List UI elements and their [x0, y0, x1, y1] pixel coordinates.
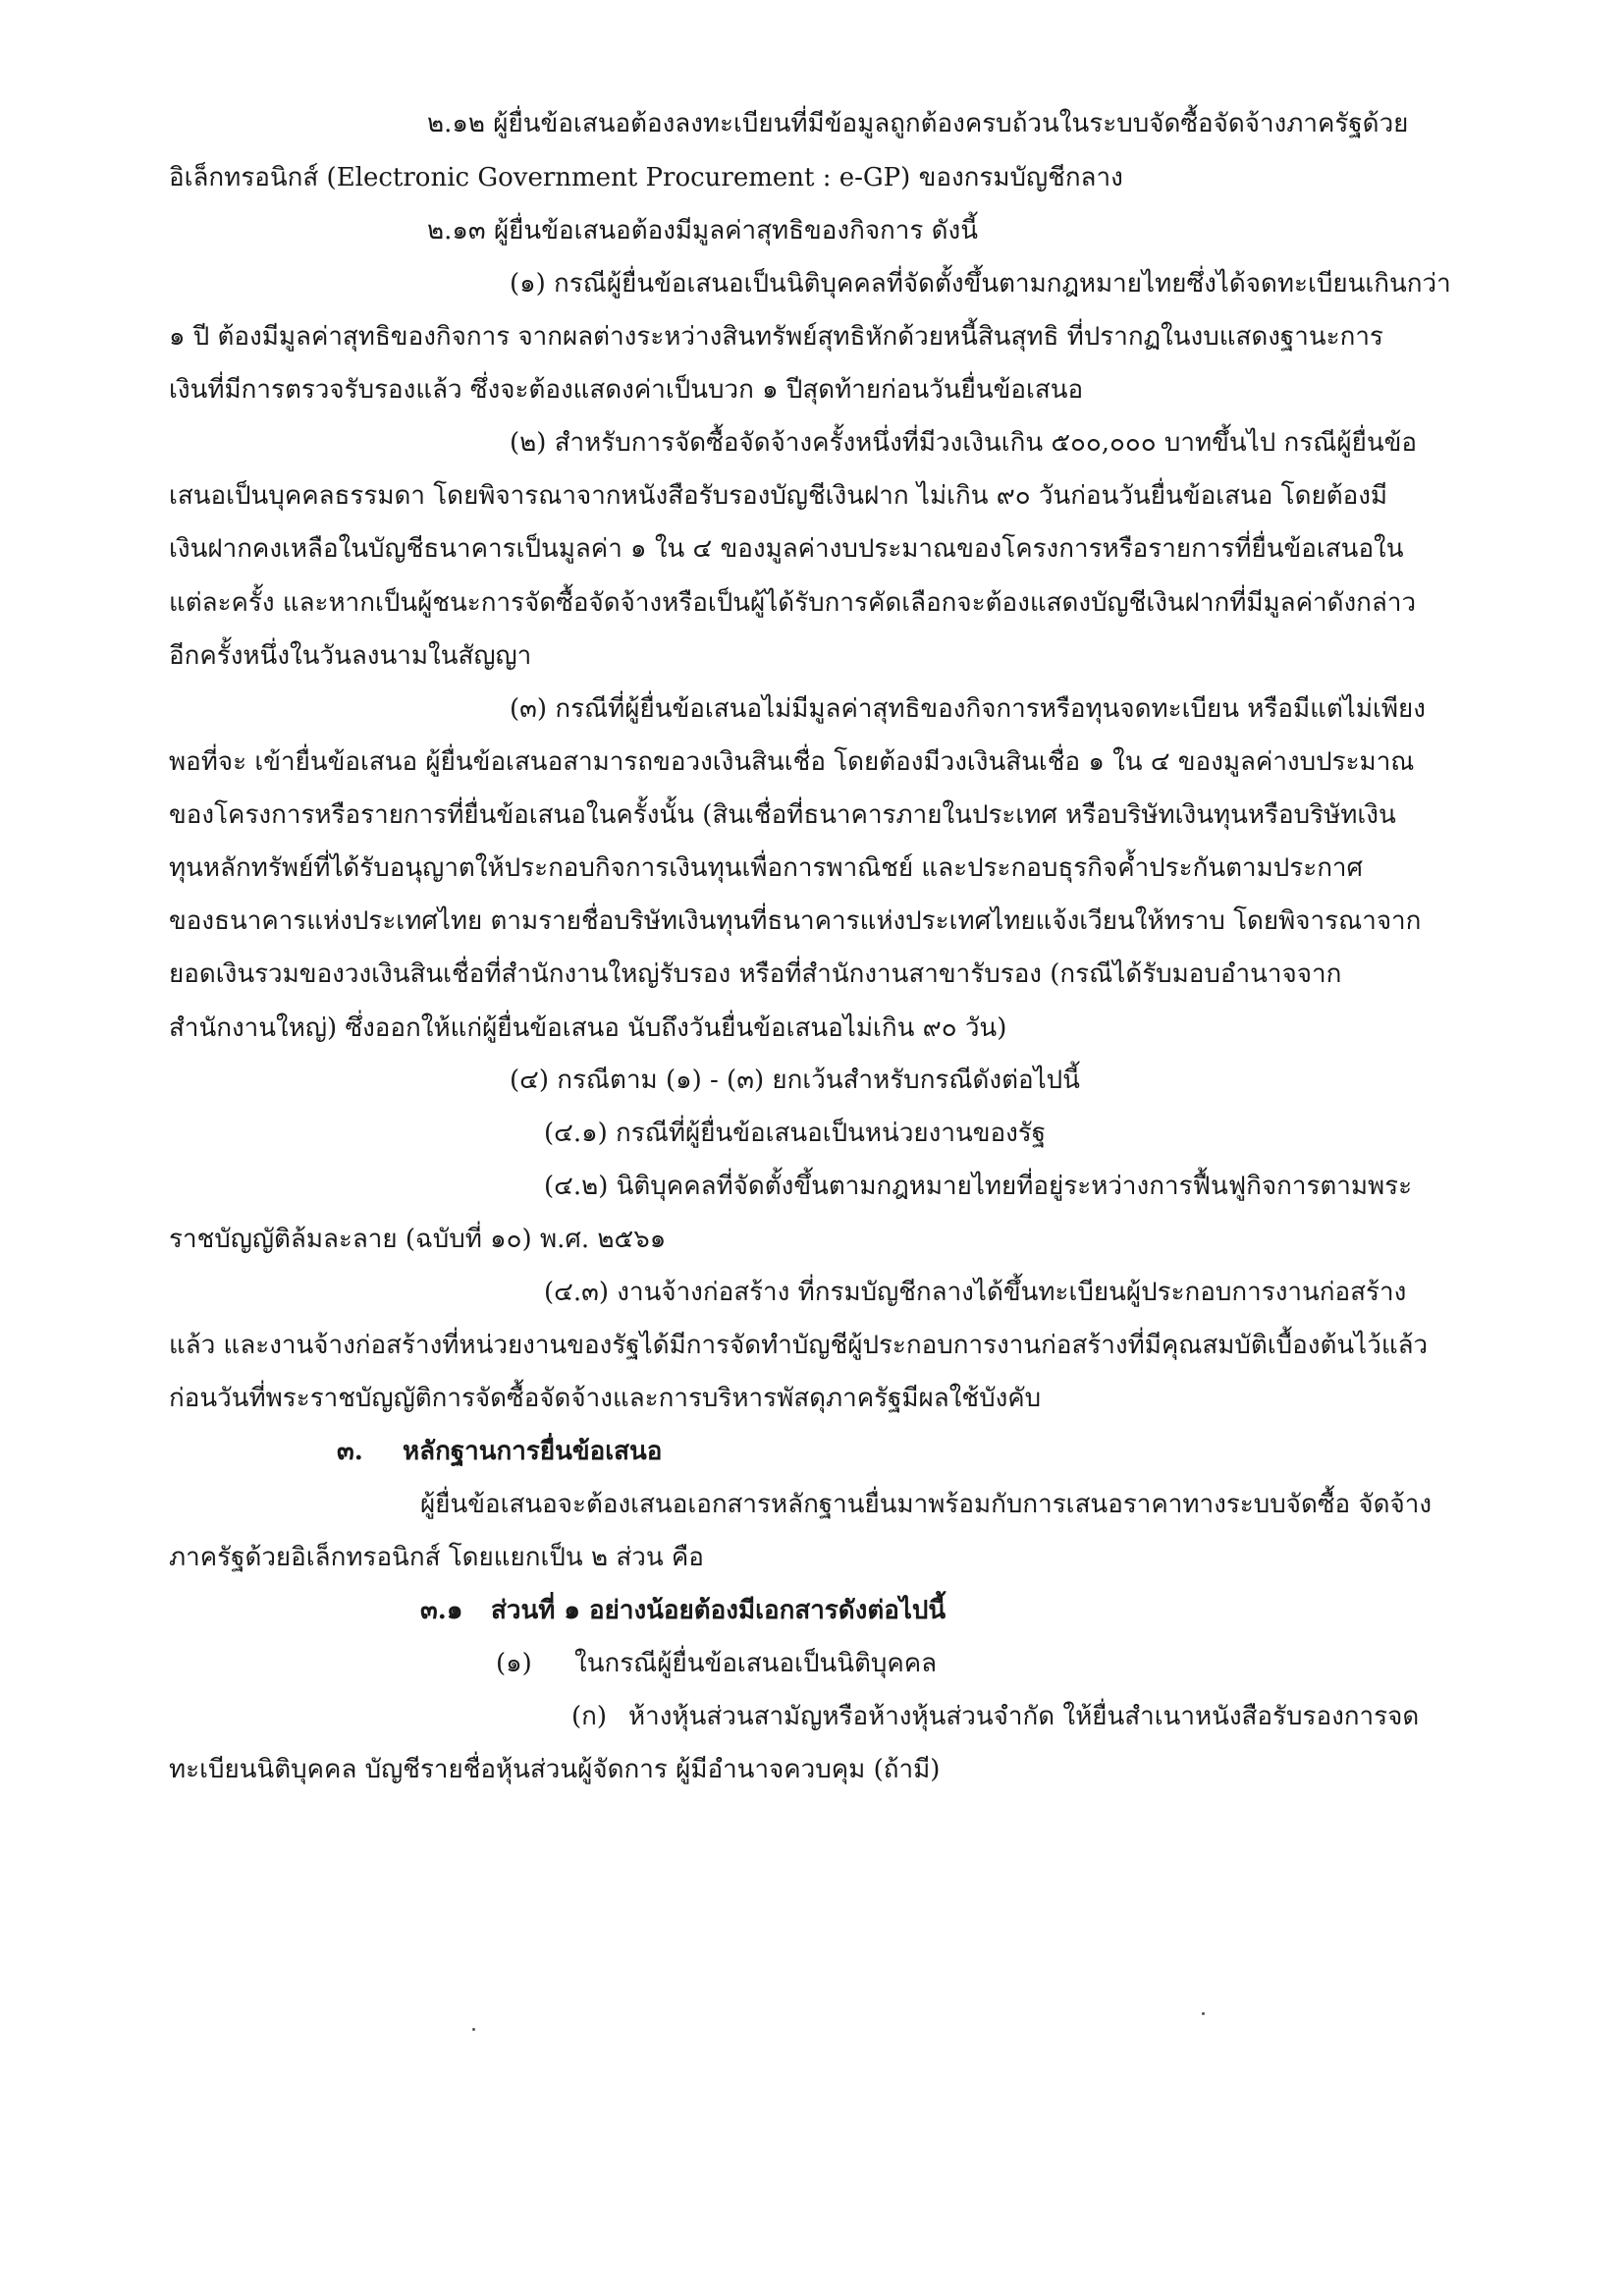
clause-2-13-1-line-3: เงินที่มีการตรวจรับรองแล้ว ซึ่งจะต้องแสดงค่าเป็นบวก ๑ ปีสุดท้ายก่อนวันยื่นข้อเสนอ	[169, 375, 1084, 405]
section-3-1-number: ๓.๑	[420, 1596, 463, 1625]
section-3-body-line-2: ภาครัฐด้วยอิเล็กทรอนิกส์ โดยแยกเป็น ๒ ส่วน คือ	[169, 1543, 704, 1572]
clause-2-13-4-3-line-1: (๔.๓) งานจ้างก่อสร้าง ที่กรมบัญชีกลางได้ขึ้นทะเบียนผู้ประกอบการงานก่อสร้าง	[544, 1278, 1407, 1307]
clause-2-13-4-2-line-2: ราชบัญญัติล้มละลาย (ฉบับที่ ๑๐) พ.ศ. ๒๕๖๑	[169, 1225, 667, 1254]
clause-2-13-3-line-3: ของโครงการหรือรายการที่ยื่นข้อเสนอในครั้งนั้น (สินเชื่อที่ธนาคารภายในประเทศ หรือบริษัทเงินทุนหรือบริษัทเงิน	[169, 800, 1396, 830]
clause-2-12-line-1: ๒.๑๒ ผู้ยื่นข้อเสนอต้องลงทะเบียนที่มีข้อมูลถูกต้องครบถ้วนในระบบจัดซื้อจัดจ้างภาครัฐด้วย	[427, 109, 1409, 138]
clause-2-13-4-1: (๔.๑) กรณีที่ผู้ยื่นข้อเสนอเป็นหน่วยงานของรัฐ	[544, 1119, 1047, 1148]
clause-2-13-3-line-6: ยอดเงินรวมของวงเงินสินเชื่อที่สำนักงานใหญ่รับรอง หรือที่สำนักงานสาขารับรอง (กรณีได้รับมอบอำนาจจาก	[169, 959, 1342, 989]
clause-2-12-line-2: อิเล็กทรอนิกส์ (Electronic Government Procurement : e-GP) ของกรมบัญชีกลาง	[169, 163, 1123, 192]
item-1-ka-number: (ก)	[571, 1702, 608, 1731]
clause-2-13-3-line-4: ทุนหลักทรัพย์ที่ได้รับอนุญาตให้ประกอบกิจการเงินทุนเพื่อการพาณิชย์ และประกอบธุรกิจค้ำประกันตามประกาศ	[169, 853, 1364, 883]
section-3-number: ๓.	[337, 1437, 363, 1466]
clause-2-13-4-3-line-2: แล้ว และงานจ้างก่อสร้างที่หน่วยงานของรัฐได้มีการจัดทำบัญชีผู้ประกอบการงานก่อสร้างที่มีคุณสมบัติเบื้องต้นไว้แล้ว	[169, 1331, 1429, 1360]
clause-2-13-3-line-2: พอที่จะ เข้ายื่นข้อเสนอ ผู้ยื่นข้อเสนอสามารถขอวงเงินสินเชื่อ โดยต้องมีวงเงินสินเชื่อ ๑ ใน ๔ ของมูลค่างบประมาณ	[169, 747, 1415, 777]
clause-2-13-3-line-7: สำนักงานใหญ่) ซึ่งออกให้แก่ผู้ยื่นข้อเสนอ นับถึงวันยื่นข้อเสนอไม่เกิน ๙๐ วัน)	[169, 1013, 1007, 1043]
clause-2-13-heading: ๒.๑๓ ผู้ยื่นข้อเสนอต้องมีมูลค่าสุทธิของกิจการ ดังนี้	[427, 216, 978, 246]
clause-2-13-4-3-line-3: ก่อนวันที่พระราชบัญญัติการจัดซื้อจัดจ้างและการบริหารพัสดุภาครัฐมีผลใช้บังคับ	[169, 1384, 1042, 1413]
clause-2-13-4-line-1: (๔) กรณีตาม (๑) - (๓) ยกเว้นสำหรับกรณีดังต่อไปนี้	[510, 1066, 1080, 1095]
section-3-1-heading: ส่วนที่ ๑ อย่างน้อยต้องมีเอกสารดังต่อไปนี้	[491, 1596, 947, 1625]
scan-speck	[1202, 2012, 1205, 2015]
item-1-number: (๑)	[496, 1649, 532, 1678]
clause-2-13-3-line-1: (๓) กรณีที่ผู้ยื่นข้อเสนอไม่มีมูลค่าสุทธิของกิจการหรือทุนจดทะเบียน หรือมีแต่ไม่เพียง	[510, 694, 1426, 724]
clause-2-13-1-line-1: (๑) กรณีผู้ยื่นข้อเสนอเป็นนิติบุคคลที่จัดตั้งขึ้นตามกฎหมายไทยซึ่งได้จดทะเบียนเกินกว่า	[510, 269, 1451, 299]
clause-2-13-2-line-3: เงินฝากคงเหลือในบัญชีธนาคารเป็นมูลค่า ๑ ใน ๔ ของมูลค่างบประมาณของโครงการหรือรายการที่ยื่นข้อเสนอใน	[169, 534, 1404, 564]
section-3-heading: หลักฐานการยื่นข้อเสนอ	[403, 1437, 663, 1466]
section-3-body-line-1: ผู้ยื่นข้อเสนอจะต้องเสนอเอกสารหลักฐานยื่นมาพร้อมกับการเสนอราคาทางระบบจัดซื้อ จัดจ้าง	[420, 1490, 1433, 1519]
clause-2-13-2-line-1: (๒) สำหรับการจัดซื้อจัดจ้างครั้งหนึ่งที่มีวงเงินเกิน ๕๐๐,๐๐๐ บาทขึ้นไป กรณีผู้ยื่นข้อ	[510, 428, 1418, 458]
item-1-ka-line-1: ห้างหุ้นส่วนสามัญหรือห้างหุ้นส่วนจำกัด ให้ยื่นสำเนาหนังสือรับรองการจด	[628, 1702, 1420, 1731]
clause-2-13-1-line-2: ๑ ปี ต้องมีมูลค่าสุทธิของกิจการ จากผลต่างระหว่างสินทรัพย์สุทธิหักด้วยหนี้สินสุทธิ ที่ปรากฏในงบแสดงฐานะการ	[169, 322, 1383, 352]
item-1-heading: ในกรณีผู้ยื่นข้อเสนอเป็นนิติบุคคล	[574, 1649, 938, 1678]
scan-speck	[472, 2028, 475, 2031]
item-1-ka-line-2: ทะเบียนนิติบุคคล บัญชีรายชื่อหุ้นส่วนผู้จัดการ ผู้มีอำนาจควบคุม (ถ้ามี)	[169, 1755, 941, 1784]
clause-2-13-4-2-line-1: (๔.๒) นิติบุคคลที่จัดตั้งขึ้นตามกฎหมายไทยที่อยู่ระหว่างการฟื้นฟูกิจการตามพระ	[544, 1172, 1413, 1201]
clause-2-13-2-line-4: แต่ละครั้ง และหากเป็นผู้ชนะการจัดซื้อจัดจ้างหรือเป็นผู้ได้รับการคัดเลือกจะต้องแสดงบัญชีเงินฝากที่มีมูลค่าดังกล่าว	[169, 588, 1417, 618]
clause-2-13-2-line-2: เสนอเป็นบุคคลธรรมดา โดยพิจารณาจากหนังสือรับรองบัญชีเงินฝาก ไม่เกิน ๙๐ วันก่อนวันยื่นข้อเสนอ โดยต้องมี	[169, 481, 1388, 511]
clause-2-13-2-line-5: อีกครั้งหนึ่งในวันลงนามในสัญญา	[169, 641, 532, 671]
clause-2-13-3-line-5: ของธนาคารแห่งประเทศไทย ตามรายชื่อบริษัทเงินทุนที่ธนาคารแห่งประเทศไทยแจ้งเวียนให้ทราบ โดยพิจารณาจาก	[169, 906, 1422, 936]
